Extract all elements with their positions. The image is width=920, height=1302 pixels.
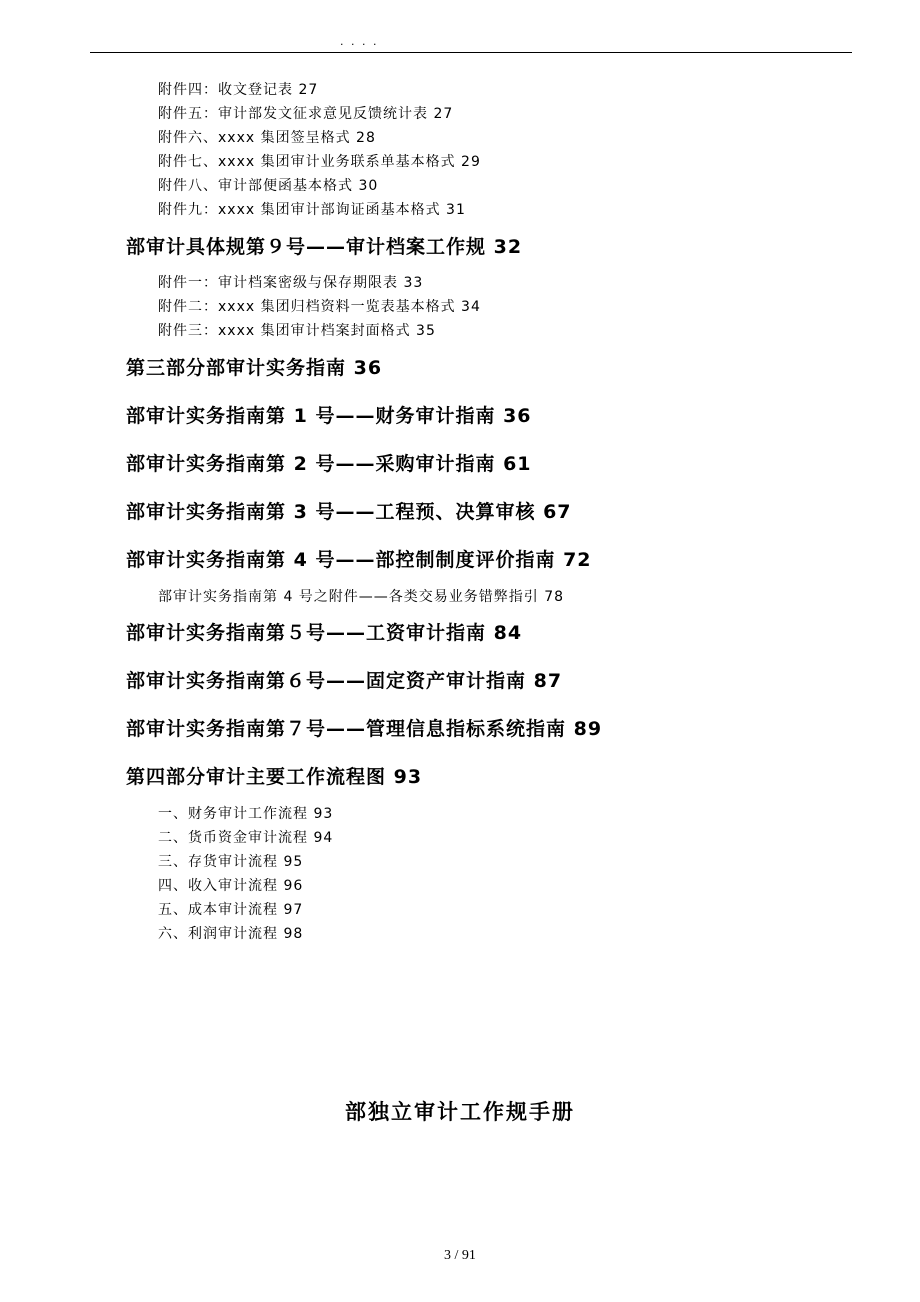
toc-entry-attachment-8: 附件八、审计部便函基本格式 30	[158, 178, 379, 194]
toc-entry-guide-3: 部审计实务指南第 3 号——工程预、决算审核 67	[126, 501, 572, 523]
toc-entry-guide-7: 部审计实务指南第７号——管理信息指标系统指南 89	[126, 718, 603, 740]
toc-entry-guide-4: 部审计实务指南第 4 号——部控制制度评价指南 72	[126, 549, 592, 571]
toc-entry-rule9-attachment-2: 附件二：xxxx 集团归档资料一览表基本格式 34	[158, 299, 481, 315]
toc-entry-flow-4: 四、收入审计流程 96	[158, 878, 304, 894]
toc-entry-guide-4-attachment: 部审计实务指南第 4 号之附件——各类交易业务错弊指引 78	[158, 589, 565, 605]
toc-entry-guide-1: 部审计实务指南第 1 号——财务审计指南 36	[126, 405, 532, 427]
document-title: 部独立审计工作规手册	[345, 1099, 575, 1125]
toc-entry-attachment-9: 附件九：xxxx 集团审计部询证函基本格式 31	[158, 202, 466, 218]
toc-entry-guide-5: 部审计实务指南第５号——工资审计指南 84	[126, 622, 523, 644]
toc-entry-attachment-7: 附件七、xxxx 集团审计业务联系单基本格式 29	[158, 154, 481, 170]
toc-entry-rule9-attachment-1: 附件一：审计档案密级与保存期限表 33	[158, 275, 424, 291]
toc-entry-guide-6: 部审计实务指南第６号——固定资产审计指南 87	[126, 670, 563, 692]
page-number: 3 / 91	[444, 1248, 476, 1263]
toc-entry-rule9-attachment-3: 附件三：xxxx 集团审计档案封面格式 35	[158, 323, 436, 339]
toc-entry-attachment-6: 附件六、xxxx 集团签呈格式 28	[158, 130, 376, 146]
toc-entry-attachment-5: 附件五：审计部发文征求意见反馈统计表 27	[158, 106, 454, 122]
toc-entry-flow-1: 一、财务审计工作流程 93	[158, 806, 334, 822]
toc-entry-flow-3: 三、存货审计流程 95	[158, 854, 304, 870]
toc-entry-flow-5: 五、成本审计流程 97	[158, 902, 304, 918]
toc-entry-flow-2: 二、货币资金审计流程 94	[158, 830, 334, 846]
toc-entry-flow-6: 六、利润审计流程 98	[158, 926, 304, 942]
toc-entry-attachment-4: 附件四：收文登记表 27	[158, 82, 319, 98]
toc-entry-part-4: 第四部分审计主要工作流程图 93	[126, 766, 423, 788]
toc-entry-part-3: 第三部分部审计实务指南 36	[126, 357, 383, 379]
header-dots: . . . .	[340, 35, 379, 48]
toc-entry-guide-2: 部审计实务指南第 2 号——采购审计指南 61	[126, 453, 532, 475]
toc-entry-rule-9: 部审计具体规第９号——审计档案工作规 32	[126, 236, 523, 258]
